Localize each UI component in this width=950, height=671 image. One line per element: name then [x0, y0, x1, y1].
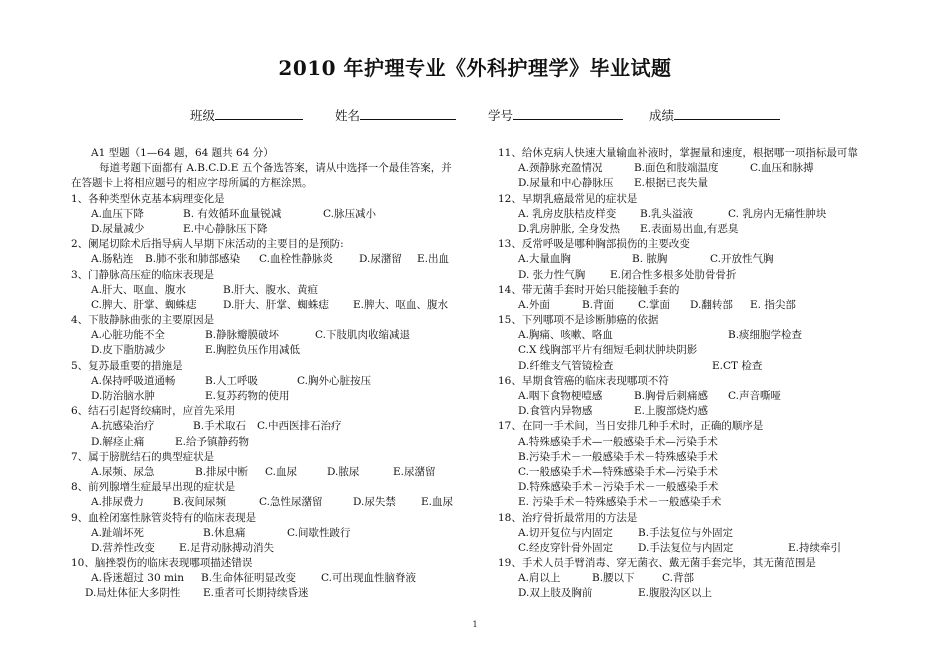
option-line: [498, 389, 908, 404]
question-text: 3、门静脉高压症的临床表现是: [71, 268, 215, 281]
answer-option[interactable]: C.脉压减小: [323, 207, 376, 220]
answer-option[interactable]: A. 乳房皮肤桔皮样变: [518, 207, 617, 220]
answer-option[interactable]: E.腹股沟区以上: [638, 587, 713, 600]
answer-option[interactable]: C.脾大、肝掌、蜘蛛痣: [91, 298, 197, 311]
question-line: [71, 146, 481, 161]
answer-option[interactable]: A.外面: [518, 298, 550, 311]
answer-option[interactable]: E.胸腔负压作用减低: [205, 344, 301, 357]
exam-title: 2010 年护理专业《外科护理学》毕业试题: [278, 56, 672, 80]
option-line: [71, 495, 481, 510]
question-line: [71, 480, 481, 495]
answer-option[interactable]: B.手法复位与外固定: [638, 526, 734, 539]
answer-option[interactable]: B.夜间尿频: [173, 496, 227, 509]
answer-option[interactable]: B.人工呼吸: [205, 374, 259, 387]
answer-option[interactable]: E.上腹部烧灼感: [634, 405, 709, 418]
answer-option[interactable]: E.中心静脉压下降: [183, 222, 268, 235]
answer-option[interactable]: E.持续牵引: [788, 541, 842, 554]
question-text: 19、手术人员手臂消毒、穿无菌衣、戴无菌手套完毕，其无菌范围是: [498, 557, 816, 570]
answer-option[interactable]: A.特殊感染手术—一般感染手术—污染手术: [518, 435, 718, 448]
question-line: [71, 237, 481, 252]
answer-option[interactable]: D.肝大、肝掌、蜘蛛痣: [223, 298, 329, 311]
page-number: 1: [472, 620, 478, 629]
answer-option[interactable]: D.皮下脂肪减少: [91, 344, 166, 357]
question-text: 11、给休克病人快速大量输血补液时，掌握量和速度，根据哪一项指标最可靠: [498, 147, 858, 159]
question-text: 17、在同一手术间，当日安排几种手术时，正确的顺序是: [498, 420, 764, 433]
answer-option[interactable]: D.尿失禁: [353, 496, 396, 509]
answer-option[interactable]: B.手术取石: [193, 420, 247, 433]
answer-option[interactable]: A.排尿费力: [91, 496, 144, 509]
answer-option[interactable]: A.抗感染治疗: [91, 420, 155, 433]
option-line: [71, 435, 481, 450]
answer-option[interactable]: D.尿量减少: [91, 222, 145, 235]
question-text: 14、带无菌手套时开始只能接触手套的: [498, 283, 680, 296]
option-line: [71, 526, 481, 541]
question-line: [71, 556, 481, 571]
question-text: 每道考题下面都有 A.B.C.D.E 五个备选答案，请从中选择一个最佳答案，并: [99, 162, 452, 175]
answer-option[interactable]: E.尿潴留: [393, 465, 436, 478]
answer-option[interactable]: C.血栓性静脉炎: [259, 253, 333, 266]
question-text: 12、早期乳癌最常见的症状是: [498, 192, 638, 205]
answer-option[interactable]: D.特殊感染手术－污染手术－一般感染手术: [518, 481, 719, 494]
question-line: [71, 268, 481, 283]
question-line: [71, 359, 481, 374]
option-line: [498, 328, 908, 343]
question-line: [498, 556, 908, 571]
answer-option[interactable]: E.根据已丧失量: [634, 177, 709, 190]
answer-option[interactable]: A.肝大、呕血、腹水: [91, 283, 186, 296]
answer-option[interactable]: B.肝大、腹水、黄疸: [223, 283, 319, 296]
answer-option[interactable]: C.背部: [662, 572, 694, 585]
question-text: 9、血栓闭塞性脉管炎特有的临床表现是: [71, 511, 257, 524]
option-line: [498, 343, 908, 358]
option-line: [498, 541, 908, 556]
answer-option[interactable]: C.声音嘶哑: [728, 390, 781, 402]
answer-option[interactable]: D.翻转部: [690, 298, 733, 311]
question-text: A1 型题（1—64 题，64 题共 64 分）: [91, 147, 274, 159]
answer-option[interactable]: D.纤维支气管镜检查: [518, 359, 614, 372]
answer-option[interactable]: D.手法复位与内固定: [638, 541, 734, 554]
answer-option[interactable]: C.可出现血性脑脊液: [321, 572, 416, 585]
option-line: [71, 389, 481, 404]
answer-option[interactable]: A.心脏功能不全: [91, 329, 165, 342]
question-line: [498, 374, 908, 389]
option-line: [498, 176, 908, 191]
answer-option[interactable]: C.胸外心脏按压: [297, 374, 371, 387]
question-text: 5、复苏最重要的措施是: [71, 359, 183, 372]
answer-option[interactable]: B.生命体征明显改变: [201, 572, 297, 585]
question-line: [71, 176, 481, 191]
answer-option[interactable]: B.肺不张和肺部感染: [145, 253, 241, 266]
answer-option[interactable]: D.双上肢及胸前: [518, 587, 593, 600]
answer-option[interactable]: E.出血: [417, 253, 450, 266]
option-line: [498, 207, 908, 222]
option-line: [498, 161, 908, 176]
option-line: [498, 222, 908, 237]
question-line: [498, 313, 908, 328]
answer-option[interactable]: E.CT 检查: [712, 359, 763, 372]
option-line: [498, 450, 908, 465]
answer-option[interactable]: C.急性尿潴留: [259, 496, 323, 509]
answer-option[interactable]: B.痰细胞学检查: [728, 329, 803, 342]
option-line: [498, 571, 908, 586]
answer-option[interactable]: E.闭合性多根多处肋骨骨折: [610, 268, 737, 281]
answer-option[interactable]: E.足背动脉搏动消失: [179, 541, 275, 554]
question-line: [498, 237, 908, 252]
answer-option[interactable]: E.给予镇静药物: [175, 435, 250, 448]
option-line: [498, 465, 908, 480]
answer-option[interactable]: E. 指尖部: [750, 298, 796, 311]
answer-option[interactable]: D.尿潴留: [359, 253, 402, 266]
answer-option[interactable]: B.静脉瓣膜破坏: [205, 329, 280, 342]
question-line: [498, 192, 908, 207]
score-blank[interactable]: [674, 107, 780, 120]
option-line: [71, 343, 481, 358]
class-label: 班级: [190, 108, 216, 123]
answer-option[interactable]: C.下肢肌肉收缩减退: [315, 329, 410, 342]
left-question-column: [71, 146, 481, 602]
answer-option[interactable]: C. 乳房内无痛性肿块: [728, 207, 827, 220]
question-text: 18、治疗骨折最常用的方法是: [498, 511, 638, 524]
answer-option[interactable]: A.肠粘连: [91, 253, 134, 266]
question-line: [498, 283, 908, 298]
answer-option[interactable]: B.排尿中断: [195, 465, 249, 478]
answer-option[interactable]: C.经皮穿针骨外固定: [518, 541, 613, 554]
option-line: [498, 359, 908, 374]
question-line: [498, 419, 908, 434]
question-text: 10、脑挫裂伤的临床表现哪项描述错误: [71, 557, 253, 570]
option-line: [498, 526, 908, 541]
question-text: 7、属于膀胱结石的典型症状是: [71, 450, 215, 463]
id-label: 学号: [487, 108, 513, 123]
answer-option[interactable]: A.趾端坏死: [91, 526, 144, 539]
question-text: 1、各种类型休克基本病理变化是: [71, 192, 225, 205]
question-text: 13、反常呼吸是哪种胸部损伤的主要改变: [498, 238, 690, 251]
question-line: [71, 192, 481, 207]
option-line: [71, 252, 481, 267]
student-info-row: [190, 106, 780, 124]
question-line: [498, 511, 908, 526]
option-line: [498, 252, 908, 267]
answer-option[interactable]: C.血压和脉搏: [750, 162, 814, 175]
option-line: [498, 404, 908, 419]
answer-option[interactable]: C.掌面: [638, 298, 670, 311]
answer-option[interactable]: E.重者可长期持续昏迷: [203, 587, 309, 600]
option-line: [498, 586, 908, 601]
score-label: 成绩: [648, 108, 674, 123]
question-text: 4、下肢静脉曲张的主要原因是: [71, 314, 215, 327]
answer-option[interactable]: D.局灶体征大多阴性: [85, 587, 181, 600]
answer-option[interactable]: B.胸骨后刺痛感: [634, 390, 709, 402]
answer-option[interactable]: E.血尿: [421, 496, 454, 509]
option-line: [71, 298, 481, 313]
question-text: 在答题卡上将相应题号的相应字母所属的方框涂黑。: [71, 177, 313, 190]
answer-option[interactable]: A.大量血胸: [518, 253, 571, 266]
answer-option[interactable]: B.面色和肢端温度: [634, 162, 719, 175]
option-line: [71, 222, 481, 237]
answer-option[interactable]: A.保持呼吸道通畅: [91, 374, 176, 387]
question-line: [71, 404, 481, 419]
answer-option[interactable]: B. 有效循环血量锐减: [183, 207, 282, 220]
answer-option[interactable]: E.复苏药物的使用: [205, 390, 290, 402]
option-line: [71, 328, 481, 343]
answer-option[interactable]: C.一般感染手术—特殊感染手术—污染手术: [518, 465, 718, 478]
option-line: [71, 207, 481, 222]
answer-option[interactable]: C.血尿: [265, 465, 297, 478]
question-line: [71, 161, 481, 176]
question-text: 15、下列哪项不是诊断肺癌的依据: [498, 314, 659, 327]
option-line: [71, 283, 481, 298]
right-question-column: [498, 146, 908, 602]
question-line: [71, 313, 481, 328]
answer-option[interactable]: A.血压下降: [91, 207, 144, 220]
option-line: [498, 435, 908, 450]
option-line: [71, 571, 481, 586]
answer-option[interactable]: A.昏迷超过 30 min: [91, 572, 185, 585]
option-line: [71, 419, 481, 434]
name-label: 姓名: [334, 108, 360, 123]
answer-option[interactable]: D.脓尿: [327, 465, 360, 478]
answer-option[interactable]: D.防治脑水肿: [91, 390, 155, 402]
answer-option[interactable]: D.乳房肿胀, 全身发热: [518, 222, 621, 235]
answer-option[interactable]: B.乳头溢液: [640, 207, 694, 220]
answer-option[interactable]: D.解痉止痛: [91, 435, 145, 448]
option-line: [498, 268, 908, 283]
option-line: [71, 465, 481, 480]
answer-option[interactable]: D.尿量和中心静脉压: [518, 177, 614, 190]
question-line: [498, 146, 908, 161]
class-blank[interactable]: [215, 107, 303, 120]
answer-option[interactable]: E. 污染手术－特殊感染手术－一般感染手术: [518, 496, 722, 509]
question-text: 16、早期食管癌的临床表现哪项不符: [498, 374, 669, 387]
answer-option[interactable]: A.肩以上: [518, 572, 561, 585]
answer-option[interactable]: B.污染手术－一般感染手术－特殊感染手术: [518, 450, 719, 463]
answer-option[interactable]: D.食管内异物感: [518, 405, 593, 418]
answer-option[interactable]: D. 张力性气胸: [518, 268, 586, 281]
answer-option[interactable]: B. 脓胸: [632, 253, 668, 266]
answer-option[interactable]: C.开放性气胸: [710, 253, 774, 266]
question-text: 8、前列腺增生症最早出现的症状是: [71, 481, 236, 494]
option-line: [71, 541, 481, 556]
answer-option[interactable]: B.腰以下: [592, 572, 635, 585]
answer-option[interactable]: C.X 线胸部平片有细短毛刺状肿块阴影: [518, 344, 698, 357]
answer-option[interactable]: E.表面易出血,有恶臭: [640, 222, 739, 235]
answer-option[interactable]: A.尿频、尿急: [91, 465, 155, 478]
option-line: [71, 586, 481, 601]
answer-option[interactable]: A.胸痛、咳嗽、咯血: [518, 329, 613, 342]
question-text: 6、结石引起肾绞痛时，应首先采用: [71, 405, 236, 418]
option-line: [498, 480, 908, 495]
answer-option[interactable]: B.背面: [582, 298, 615, 311]
answer-option[interactable]: A.切开复位与内固定: [518, 526, 613, 539]
question-line: [71, 511, 481, 526]
question-line: [71, 450, 481, 465]
option-line: [498, 298, 908, 313]
answer-option[interactable]: C.中西医排石治疗: [257, 420, 342, 433]
answer-option[interactable]: E.脾大、呕血、腹水: [353, 298, 449, 311]
answer-option[interactable]: A.颈静脉充盈情况: [518, 162, 603, 175]
answer-option[interactable]: C.间歇性跛行: [287, 526, 351, 539]
answer-option[interactable]: D.营养性改变: [91, 541, 155, 554]
answer-option[interactable]: B.休息痛: [203, 526, 246, 539]
option-line: [498, 495, 908, 510]
question-text: 2、阑尾切除术后指导病人早期下床活动的主要目的是预防:: [71, 238, 344, 251]
name-blank[interactable]: [360, 107, 456, 120]
answer-option[interactable]: A.咽下食物梗噎感: [518, 390, 603, 402]
option-line: [71, 374, 481, 389]
id-blank[interactable]: [513, 107, 623, 120]
